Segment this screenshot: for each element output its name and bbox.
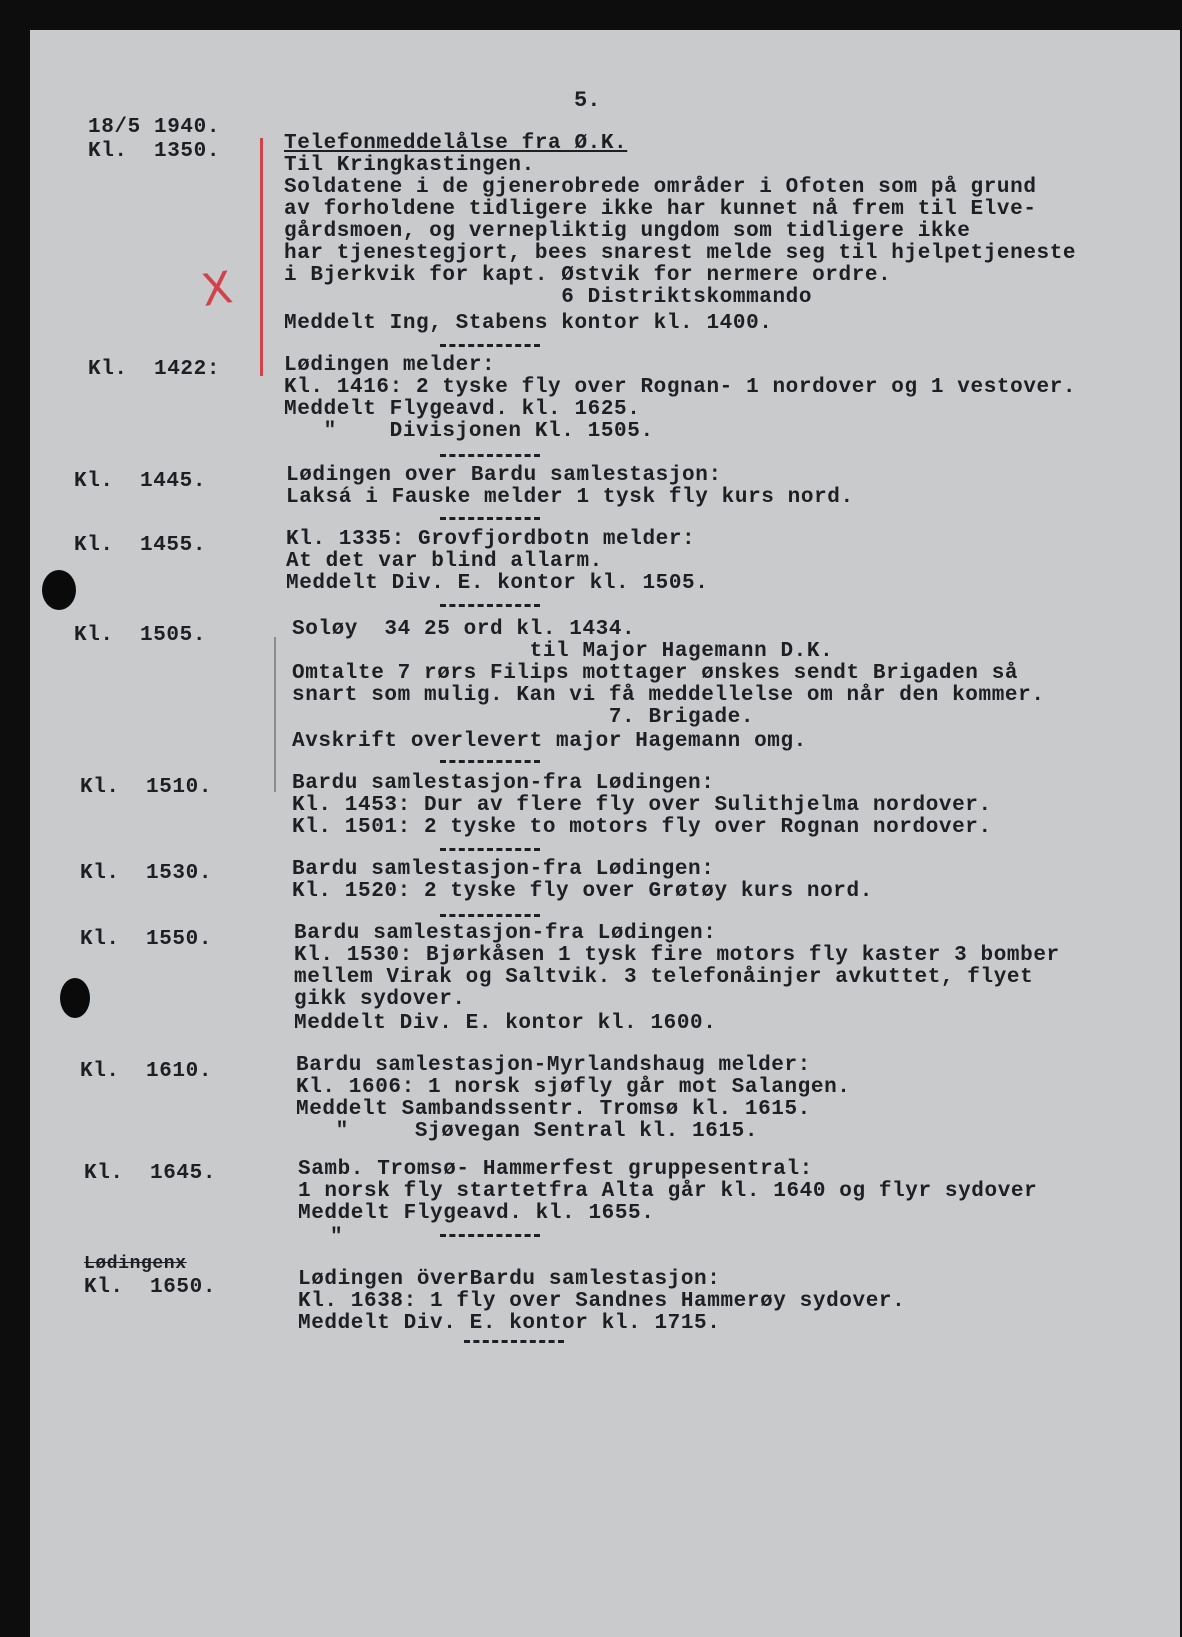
entry-line: Kl. 1335: Grovfjordbotn melder: <box>286 528 696 551</box>
separator-line <box>440 848 540 851</box>
entry-line: At det var blind allarm. <box>286 550 603 573</box>
entry-line: gårdsmoen, og vernepliktig ungdom som tidligere ikke <box>284 220 971 243</box>
separator-line <box>440 517 540 520</box>
entry-line: 6 Distriktskommando <box>284 286 813 309</box>
entry-line: Kl. 1530: Bjørkåsen 1 tysk fire motors fly kaster 3 bomber <box>294 944 1060 967</box>
entry-line: Lødingen överBardu samlestasjon: <box>298 1268 721 1291</box>
entry-line: Meddelt Flygeavd. kl. 1625. <box>284 398 641 421</box>
entry-line: Meddelt Div. E. kontor kl. 1505. <box>286 572 709 595</box>
separator-line <box>440 344 540 347</box>
entry-time: Kl. 1422: <box>88 358 221 381</box>
entry-line: Kl. 1501: 2 tyske to motors fly over Rognan nordover. <box>292 816 992 839</box>
entry-line: Til Kringkastingen. <box>284 154 535 177</box>
entry-line: mellem Virak og Saltvik. 3 telefonåinjer avkuttet, flyet <box>294 966 1034 989</box>
entry-line: av forholdene tidligere ikke har kunnet nå frem til Elve- <box>284 198 1037 221</box>
separator-line <box>440 604 540 607</box>
entry-line: Laksá i Fauske melder 1 tysk fly kurs nord. <box>286 486 854 509</box>
entry-line: Bardu samlestasjon-fra Lødingen: <box>294 922 717 945</box>
entry-time: Kl. 1505. <box>74 624 207 647</box>
entry-line: Kl. 1638: 1 fly over Sandnes Hammerøy sydover. <box>298 1290 906 1313</box>
entry-line: Kl. 1453: Dur av flere fly over Sulithjelma nordover. <box>292 794 992 817</box>
entry-line: Meddelt Flygeavd. kl. 1655. <box>298 1202 655 1225</box>
separator-line <box>440 454 540 457</box>
separator-line <box>440 760 540 763</box>
entry-time: Kl. 1550. <box>80 928 213 951</box>
entry-time: Kl. 1645. <box>84 1162 217 1185</box>
entry-line: til Major Hagemann D.K. <box>292 640 834 663</box>
red-x-mark: X <box>198 262 236 317</box>
entry-line: Samb. Tromsø- Hammerfest gruppesentral: <box>298 1158 813 1181</box>
entry-line: Bardu samlestasjon-Myrlandshaug melder: <box>296 1054 811 1077</box>
entry-line: 1 norsk fly startetfra Alta går kl. 1640 og flyr sydover <box>298 1180 1038 1203</box>
entry-line: gikk sydover. <box>294 988 466 1011</box>
entry-line: Kl. 1520: 2 tyske fly over Grøtøy kurs nord. <box>292 880 873 903</box>
entry-line: Kl. 1606: 1 norsk sjøfly går mot Salangen. <box>296 1076 851 1099</box>
entry-line: 7. Brigade. <box>292 706 755 729</box>
entry-line: Soldatene i de gjenerobrede områder i Ofoten som på grund <box>284 176 1037 199</box>
entry-line: Meddelt Div. E. kontor kl. 1715. <box>298 1312 721 1335</box>
entry-line: " Divisjonen Kl. 1505. <box>284 420 654 443</box>
entry-line: Soløy 34 25 ord kl. 1434. <box>292 618 636 641</box>
entry-line: " Sjøvegan Sentral kl. 1615. <box>296 1120 759 1143</box>
punch-hole-bottom <box>60 978 90 1018</box>
entry-line: Meddelt Sambandssentr. Tromsø kl. 1615. <box>296 1098 811 1121</box>
entry-line: Bardu samlestasjon-fra Lødingen: <box>292 858 715 881</box>
entry-line: Meddelt Div. E. kontor kl. 1600. <box>294 1012 717 1035</box>
separator-line <box>440 914 540 917</box>
struck-through-text: Lødingenx <box>84 1254 187 1274</box>
punch-hole-top <box>42 570 76 610</box>
entry-time: Kl. 1455. <box>74 534 207 557</box>
entry-time: Kl. 1650. <box>84 1276 217 1299</box>
entry-date: 18/5 1940. <box>88 116 221 139</box>
entry-line: Lødingen melder: <box>284 354 496 377</box>
entry-line: har tjenestegjort, bees snarest melde seg til hjelpetjeneste <box>284 242 1077 265</box>
entry-line: Bardu samlestasjon-fra Lødingen: <box>292 772 715 795</box>
entry-time: Kl. 1530. <box>80 862 213 885</box>
page-number: 5. <box>574 88 601 113</box>
entry-heading: Telefonmeddelålse fra Ø.K. <box>284 132 628 155</box>
red-pencil-bar <box>260 138 263 376</box>
entry-time: Kl. 1350. <box>88 140 221 163</box>
entry-time: Kl. 1610. <box>80 1060 213 1083</box>
entry-line: snart som mulig. Kan vi få meddellelse om når den kommer. <box>292 684 1045 707</box>
ditto-mark: " <box>330 1226 343 1249</box>
entry-line: Meddelt Ing, Stabens kontor kl. 1400. <box>284 312 773 335</box>
entry-line: Kl. 1416: 2 tyske fly over Rognan- 1 nordover og 1 vestover. <box>284 376 1077 399</box>
entry-line: Lødingen over Bardu samlestasjon: <box>286 464 722 487</box>
entry-time: Kl. 1510. <box>80 776 213 799</box>
document-page <box>30 30 1180 1637</box>
entry-time: Kl. 1445. <box>74 470 207 493</box>
separator-line <box>464 1340 564 1343</box>
entry-line: Omtalte 7 rørs Filips mottager ønskes sendt Brigaden så <box>292 662 1019 685</box>
entry-line: Avskrift overlevert major Hagemann omg. <box>292 730 807 753</box>
entry-line: i Bjerkvik for kapt. Østvik for nermere ordre. <box>284 264 892 287</box>
separator-line <box>440 1234 540 1237</box>
margin-bracket-line <box>274 637 276 792</box>
